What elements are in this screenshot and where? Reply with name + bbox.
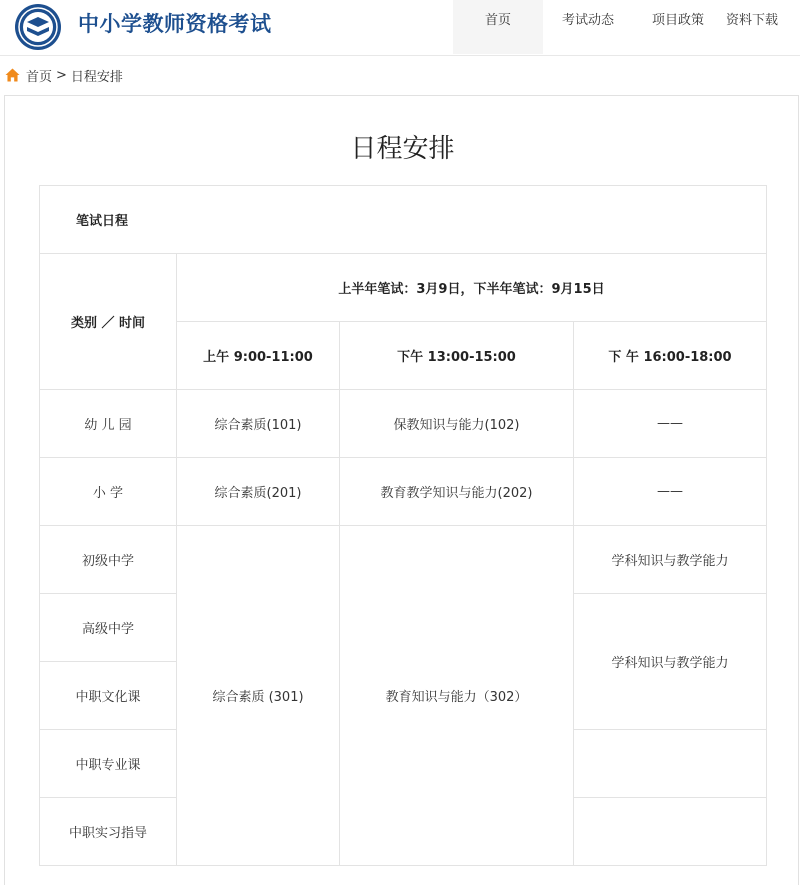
breadcrumb-separator: > — [56, 67, 67, 83]
session-header-late-afternoon: 下 午 16:00-18:00 — [574, 322, 767, 390]
category-vocational-practice: 中职实习指导 — [40, 798, 177, 866]
table-cell: 综合素质(201) — [177, 458, 340, 526]
category-primary: 小 学 — [40, 458, 177, 526]
category-kindergarten: 幼 儿 园 — [40, 390, 177, 458]
logo-icon — [8, 2, 68, 52]
table-cell: 教育知识与能力（302） — [340, 526, 574, 866]
category-junior-middle: 初级中学 — [40, 526, 177, 594]
table-cell — [574, 798, 767, 866]
category-senior-middle: 高级中学 — [40, 594, 177, 662]
table-cell: 教育教学知识与能力(202) — [340, 458, 574, 526]
table-row — [40, 526, 767, 594]
nav-item-exam-news[interactable]: 考试动态 — [561, 13, 614, 28]
breadcrumb-current: 日程安排 — [70, 69, 123, 85]
session-header-morning: 上午 9:00-11:00 — [177, 322, 340, 390]
home-icon — [5, 68, 20, 82]
category-header: 类别 ／ 时间 — [40, 254, 177, 390]
session-header-afternoon: 下午 13:00-15:00 — [340, 322, 574, 390]
page-title: 日程安排 — [350, 134, 455, 164]
table-cell: 保教知识与能力(102) — [340, 390, 574, 458]
table-row — [40, 458, 767, 526]
category-vocational-major: 中职专业课 — [40, 730, 177, 798]
site-header — [0, 0, 800, 56]
schedule-caption: 笔试日程 — [40, 186, 767, 254]
site-title: 中小学教师资格考试 — [78, 12, 272, 36]
table-cell: 综合素质(101) — [177, 390, 340, 458]
main-nav — [453, 0, 780, 54]
table-cell: 学科知识与教学能力 — [574, 526, 767, 594]
table-row — [40, 186, 767, 254]
table-cell: —— — [574, 390, 767, 458]
nav-item-downloads[interactable]: 资料下载 — [726, 13, 779, 28]
main-content — [4, 95, 799, 885]
table-cell: 学科知识与教学能力 — [574, 594, 767, 730]
table-row — [40, 390, 767, 458]
nav-item-policy[interactable]: 项目政策 — [651, 13, 704, 28]
table-row — [40, 254, 767, 322]
nav-item-home[interactable]: 首页 — [453, 0, 543, 54]
category-vocational-culture: 中职文化课 — [40, 662, 177, 730]
table-cell: 综合素质 (301) — [177, 526, 340, 866]
breadcrumb — [5, 65, 123, 85]
table-cell — [574, 730, 767, 798]
dates-header: 上半年笔试：3月9日，下半年笔试：9月15日 — [177, 254, 767, 322]
schedule-table — [39, 185, 767, 866]
table-cell: —— — [574, 458, 767, 526]
breadcrumb-home-link[interactable]: 首页 — [26, 69, 53, 85]
